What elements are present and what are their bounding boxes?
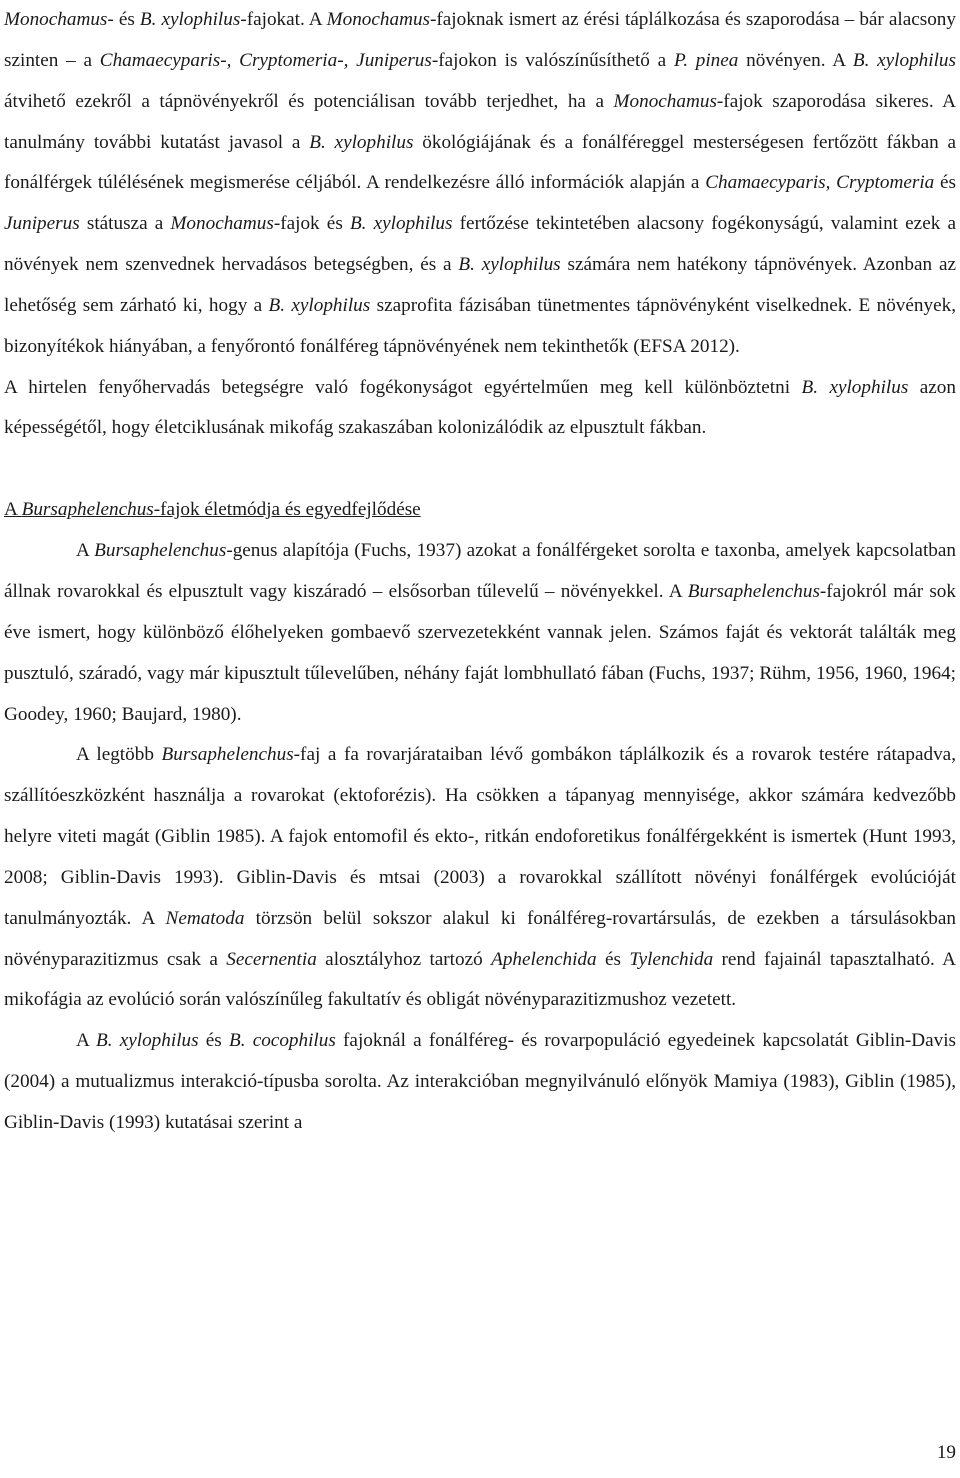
text-run: -fajokon is valószínűsíthető a — [431, 49, 674, 71]
italic-taxon-text: Monochamus — [613, 90, 717, 112]
italic-taxon-text: Bursaphelenchus — [21, 499, 154, 521]
text-run: -fajokról már sok éve ismert, hogy különböző élőhelyeken gombaevő szervezetekként vannak jelen. Számos faját és vektorát találták meg pusztuló, száradó, vagy már kipusztult tűlevelűben, néhány faját lombhullató fában (Fuchs, 1937; Rühm, 1956, 1960, 1964; Goodey, 1960; Baujard, 1980). — [4, 580, 956, 725]
paragraph — [4, 735, 956, 1021]
italic-taxon-text: B. xylophilus — [309, 131, 414, 153]
section-gap — [4, 449, 956, 490]
text-run: -fajoknak ismert az érési táplálkozása és szaporodása – bár alacsony szinten – a — [4, 9, 956, 71]
italic-taxon-text: Secernentia — [226, 948, 317, 970]
section-heading — [4, 490, 956, 531]
text-run: növényen. A — [738, 49, 853, 71]
text-run: A — [4, 499, 22, 521]
section-body — [4, 531, 956, 1144]
text-run: -fajokat. A — [240, 9, 327, 30]
italic-taxon-text: Bursaphelenchus — [161, 744, 294, 766]
italic-taxon-text: B. xylophilus — [349, 213, 453, 235]
document-page — [4, 0, 956, 1144]
italic-taxon-text: Monochamus — [326, 9, 431, 30]
italic-taxon-text: B. xylophilus — [801, 376, 909, 398]
text-run: -genus alapítója (Fuchs, 1937) azokat a fonálférgeket sorolta e taxonba, amelyek kapcsolatban állnak rovarokkal és elpusztult vagy kiszáradó – elsősorban tűlevelű – növényekkel. A — [4, 540, 956, 602]
text-run: -faj a fa rovarjárataiban lévő gombákon táplálkozik és a rovarok testére rátapadva, szállítóeszközként használja a rovarokat (ektoforézis). Ha csökken a tápanyag mennyisége, akkor számára kedvezőbb helyre viteti magát (Giblin 1985). A fajok entomofil és ekto-, ritkán endoforetikus fonálférgekként is ismertek (Hunt 1993, 2008; Giblin-Davis 1993). Giblin-Davis és mtsai (2003) a rovarokkal szállított növényi fonálférgek evolúcióját tanulmányozták. A — [4, 744, 956, 929]
italic-taxon-text: Chamaecyparis-, Cryptomeria-, Juniperus — [99, 49, 432, 71]
text-run: és — [113, 9, 140, 30]
italic-taxon-text: B. cocophilus — [228, 1030, 336, 1052]
italic-taxon-text: Juniperus — [4, 213, 80, 235]
italic-taxon-text: Nematoda — [165, 907, 245, 929]
text-run: törzsön belül sokszor alakul ki fonálféreg-rovartársulás, de ezekben a társulásokban növényparazitizmus csak a — [4, 907, 956, 970]
text-run: alosztályhoz tartozó — [316, 948, 492, 970]
paragraph — [4, 531, 956, 735]
text-run: rend fajainál tapasztalható. A mikofágia az evolúció során valószínűleg fakultatív és obligát növényparazitizmushoz vezetett. — [4, 948, 957, 1011]
text-run: A legtöbb — [76, 744, 162, 766]
text-run: -fajok és — [273, 213, 350, 235]
text-run: A hirtelen fenyőhervadás betegségre való fogékonyságot egyértelműen meg kell különböztetni — [4, 376, 802, 398]
text-run: -fajok szaporodása sikeres. A tanulmány további kutatást javasol a — [4, 90, 957, 153]
text-run: státusza a — [79, 213, 171, 235]
text-run: szaprofita fázisában tünetmentes tápnövényként viselkednek. E növények, bizonyítékok hiányában, a fenyőrontó fonálféreg tápnövényének nem tekinthetők (EFSA 2012). — [4, 294, 956, 357]
paragraph — [4, 0, 956, 368]
italic-taxon-text: B. xylophilus — [139, 9, 241, 30]
italic-taxon-text: Monochamus- — [4, 9, 114, 30]
italic-taxon-text: B. xylophilus — [96, 1030, 199, 1052]
paragraph — [4, 368, 956, 450]
italic-taxon-text: Monochamus — [170, 213, 274, 235]
text-run: átvihető ezekről a tápnövényekről és potenciálisan tovább terjedhet, ha a — [4, 90, 614, 112]
text-run: fajoknál a fonálféreg- és rovarpopuláció egyedeinek kapcsolatát Giblin-Davis (2004) a mutualizmus interakció-típusba sorolta. Az interakcióban megnyilvánuló előnyök Mamiya (1983), Giblin (1985), Giblin-Davis (1993) kutatásai szerint a — [4, 1030, 957, 1133]
italic-taxon-text: Aphelenchida — [491, 948, 597, 970]
text-run: A — [76, 540, 95, 562]
italic-taxon-text: B. xylophilus — [852, 49, 956, 71]
paragraph — [4, 1021, 956, 1144]
page-number: 19 — [936, 1442, 956, 1463]
text-run: A — [76, 1030, 96, 1052]
text-run: és — [596, 948, 630, 970]
italic-taxon-text: Bursaphelenchus — [687, 580, 820, 602]
italic-taxon-text: Chamaecyparis, Cryptomeria — [705, 172, 935, 194]
text-run: és — [934, 172, 956, 194]
text-run: ökológiájának és a fonálféreggel mesterségesen fertőzött fákban a fonálférgek túlélésének megismerése céljából. A rendelkezésre álló információk alapján a — [4, 131, 957, 194]
italic-taxon-text: B. xylophilus — [268, 294, 371, 316]
italic-taxon-text: Tylenchida — [629, 948, 714, 970]
italic-taxon-text: B. xylophilus — [458, 254, 561, 276]
intro-section — [4, 0, 956, 449]
text-run: fertőzése tekintetében alacsony fogékonyságú, valamint ezek a növények nem szenvednek hervadásos betegségben, és a — [4, 213, 956, 276]
text-run: -fajok életmódja és egyedfejlődése — [153, 499, 421, 521]
text-run: azon képességétől, hogy életciklusának mikofág szakaszában kolonizálódik az elpusztult fákban. — [4, 376, 956, 439]
text-run: és — [198, 1030, 229, 1052]
italic-taxon-text: Bursaphelenchus — [94, 540, 227, 562]
italic-taxon-text: P. pinea — [673, 49, 739, 71]
text-run: számára nem hatékony tápnövények. Azonban az lehetőség sem zárható ki, hogy a — [4, 254, 956, 316]
